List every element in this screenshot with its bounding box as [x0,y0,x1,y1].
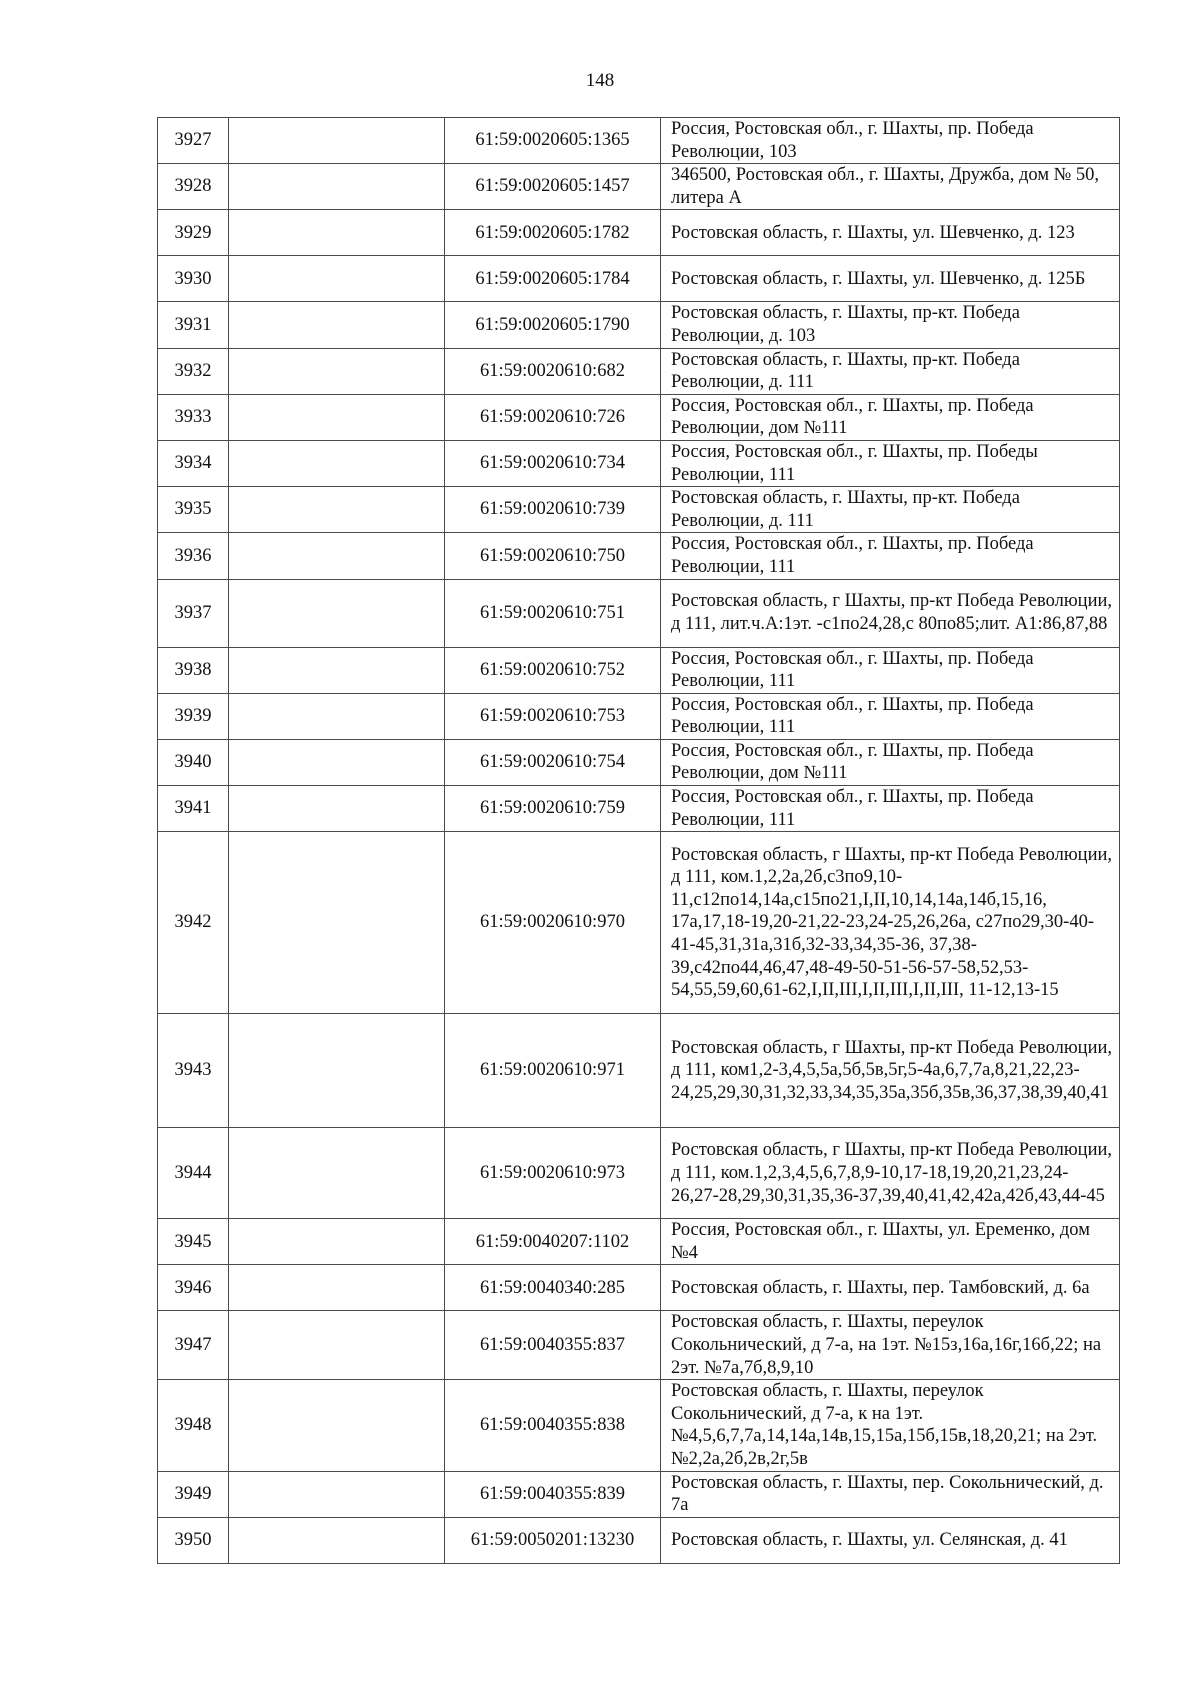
table-row [158,1380,1120,1471]
empty-cell [229,487,445,533]
cadastral-number-cell: 61:59:0040355:838 [445,1380,661,1471]
cadastral-number-cell: 61:59:0020610:754 [445,739,661,785]
table-row [158,164,1120,210]
address-cell: Россия, Ростовская обл., г. Шахты, ул. Еременко, дом №4 [661,1219,1120,1265]
cadastral-number-cell: 61:59:0020610:970 [445,832,661,1014]
row-number-cell: 3941 [158,786,229,832]
table-row [158,440,1120,486]
table-row [158,302,1120,348]
cadastral-number-cell: 61:59:0020605:1457 [445,164,661,210]
cadastral-number-cell: 61:59:0020610:682 [445,348,661,394]
address-cell: Россия, Ростовская обл., г. Шахты, пр. Победа Революции, дом №111 [661,394,1120,440]
cadastral-number-cell: 61:59:0050201:13230 [445,1517,661,1563]
table-row [158,487,1120,533]
row-number-cell: 3931 [158,302,229,348]
address-cell: Россия, Ростовская обл., г. Шахты, пр. Победы Революции, 111 [661,440,1120,486]
table-row [158,647,1120,693]
row-number-cell: 3929 [158,210,229,256]
address-cell: Россия, Ростовская обл., г. Шахты, пр. Победа Революции, 111 [661,693,1120,739]
row-number-cell: 3942 [158,832,229,1014]
cadastral-number-cell: 61:59:0020610:750 [445,533,661,579]
address-cell: Ростовская область, г. Шахты, пер. Сокольнический, д. 7а [661,1471,1120,1517]
row-number-cell: 3947 [158,1311,229,1380]
address-cell: 346500, Ростовская обл., г. Шахты, Дружба, дом № 50, литера А [661,164,1120,210]
row-number-cell: 3944 [158,1128,229,1219]
address-cell: Ростовская область, г. Шахты, пр-кт. Победа Революции, д. 111 [661,487,1120,533]
table-row [158,739,1120,785]
row-number-cell: 3945 [158,1219,229,1265]
row-number-cell: 3946 [158,1265,229,1311]
empty-cell [229,1219,445,1265]
table-row [158,1014,1120,1128]
table-row [158,210,1120,256]
empty-cell [229,1471,445,1517]
address-cell: Ростовская область, г. Шахты, ул. Шевченко, д. 123 [661,210,1120,256]
empty-cell [229,1380,445,1471]
row-number-cell: 3948 [158,1380,229,1471]
registry-table-body [158,118,1120,1564]
empty-cell [229,1128,445,1219]
table-row [158,786,1120,832]
page-number: 148 [585,70,615,91]
empty-cell [229,786,445,832]
empty-cell [229,118,445,164]
table-row [158,1265,1120,1311]
table-row [158,832,1120,1014]
row-number-cell: 3938 [158,647,229,693]
table-row [158,1219,1120,1265]
table-row [158,1517,1120,1563]
empty-cell [229,348,445,394]
cadastral-number-cell: 61:59:0020610:973 [445,1128,661,1219]
cadastral-number-cell: 61:59:0020605:1784 [445,256,661,302]
row-number-cell: 3935 [158,487,229,533]
cadastral-number-cell: 61:59:0040340:285 [445,1265,661,1311]
address-cell: Ростовская область, г. Шахты, ул. Шевченко, д. 125Б [661,256,1120,302]
table-row [158,1311,1120,1380]
address-cell: Ростовская область, г Шахты, пр-кт Победа Революции, д 111, ком.1,2,2а,2б,с3по9,10-11,с12по14,14а,с15по21,I,II,10,14,14а,14б,15,16, 17а,17,18-19,20-21,22-23,24-25,26,26а, с27по29,30-40-41-45,31,31а,31б,32-33,34,35-36, 37,38-39,с42по44,46,47,48-49-50-51-56-57-58,52,53-54,55,59,60,61-62,I,II,III,I,II,III,I,II,III, 11-12,13-15 [661,832,1120,1014]
row-number-cell: 3949 [158,1471,229,1517]
empty-cell [229,302,445,348]
empty-cell [229,693,445,739]
table-row [158,256,1120,302]
table-row [158,1128,1120,1219]
empty-cell [229,1014,445,1128]
registry-table [157,117,1120,1564]
empty-cell [229,647,445,693]
cadastral-number-cell: 61:59:0020605:1790 [445,302,661,348]
row-number-cell: 3928 [158,164,229,210]
address-cell: Ростовская область, г. Шахты, ул. Селянская, д. 41 [661,1517,1120,1563]
row-number-cell: 3937 [158,579,229,647]
cadastral-number-cell: 61:59:0020610:739 [445,487,661,533]
empty-cell [229,1265,445,1311]
address-cell: Ростовская область, г. Шахты, пр-кт. Победа Революции, д. 111 [661,348,1120,394]
empty-cell [229,832,445,1014]
table-row [158,118,1120,164]
table-row [158,533,1120,579]
cadastral-number-cell: 61:59:0020610:753 [445,693,661,739]
empty-cell [229,739,445,785]
table-row [158,348,1120,394]
empty-cell [229,1311,445,1380]
address-cell: Ростовская область, г. Шахты, пр-кт. Победа Революции, д. 103 [661,302,1120,348]
cadastral-number-cell: 61:59:0020605:1365 [445,118,661,164]
address-cell: Россия, Ростовская обл., г. Шахты, пр. Победа Революции, дом №111 [661,739,1120,785]
row-number-cell: 3943 [158,1014,229,1128]
cadastral-number-cell: 61:59:0020610:759 [445,786,661,832]
row-number-cell: 3940 [158,739,229,785]
address-cell: Ростовская область, г Шахты, пр-кт Победа Революции, д 111, лит.ч.А:1эт. -с1по24,28,с 80по85;лит. А1:86,87,88 [661,579,1120,647]
table-row [158,394,1120,440]
row-number-cell: 3950 [158,1517,229,1563]
row-number-cell: 3932 [158,348,229,394]
address-cell: Ростовская область, г Шахты, пр-кт Победа Революции, д 111, ком1,2-3,4,5,5а,5б,5в,5г,5-4а,6,7,7а,8,21,22,23-24,25,29,30,31,32,33,34,35,35а,35б,35в,36,37,38,39,40,41 [661,1014,1120,1128]
empty-cell [229,394,445,440]
cadastral-number-cell: 61:59:0020610:734 [445,440,661,486]
table-row [158,1471,1120,1517]
row-number-cell: 3927 [158,118,229,164]
address-cell: Ростовская область, г. Шахты, пер. Тамбовский, д. 6а [661,1265,1120,1311]
row-number-cell: 3930 [158,256,229,302]
cadastral-number-cell: 61:59:0020610:726 [445,394,661,440]
address-cell: Ростовская область, г. Шахты, переулок Сокольнический, д 7-а, на 1эт. №15з,16а,16г,16б,22; на 2эт. №7а,7б,8,9,10 [661,1311,1120,1380]
row-number-cell: 3934 [158,440,229,486]
row-number-cell: 3933 [158,394,229,440]
address-cell: Россия, Ростовская обл., г. Шахты, пр. Победа Революции, 103 [661,118,1120,164]
cadastral-number-cell: 61:59:0040355:837 [445,1311,661,1380]
address-cell: Ростовская область, г. Шахты, переулок Сокольнический, д 7-а, к на 1эт. №4,5,6,7,7а,14,14а,14в,15,15а,15б,15в,18,20,21; на 2эт.№2,2а,2б,2в,2г,5в [661,1380,1120,1471]
empty-cell [229,210,445,256]
address-cell: Россия, Ростовская обл., г. Шахты, пр. Победа Революции, 111 [661,786,1120,832]
address-cell: Россия, Ростовская обл., г. Шахты, пр. Победа Революции, 111 [661,647,1120,693]
cadastral-number-cell: 61:59:0040355:839 [445,1471,661,1517]
empty-cell [229,164,445,210]
address-cell: Ростовская область, г Шахты, пр-кт Победа Революции, д 111, ком.1,2,3,4,5,6,7,8,9-10,17-18,19,20,21,23,24-26,27-28,29,30,31,35,36-37,39,40,41,42,42а,42б,43,44-45 [661,1128,1120,1219]
empty-cell [229,440,445,486]
cadastral-number-cell: 61:59:0020610:751 [445,579,661,647]
row-number-cell: 3936 [158,533,229,579]
address-cell: Россия, Ростовская обл., г. Шахты, пр. Победа Революции, 111 [661,533,1120,579]
cadastral-number-cell: 61:59:0020610:971 [445,1014,661,1128]
cadastral-number-cell: 61:59:0040207:1102 [445,1219,661,1265]
cadastral-number-cell: 61:59:0020605:1782 [445,210,661,256]
table-row [158,693,1120,739]
empty-cell [229,533,445,579]
cadastral-number-cell: 61:59:0020610:752 [445,647,661,693]
row-number-cell: 3939 [158,693,229,739]
empty-cell [229,1517,445,1563]
empty-cell [229,579,445,647]
table-row [158,579,1120,647]
empty-cell [229,256,445,302]
